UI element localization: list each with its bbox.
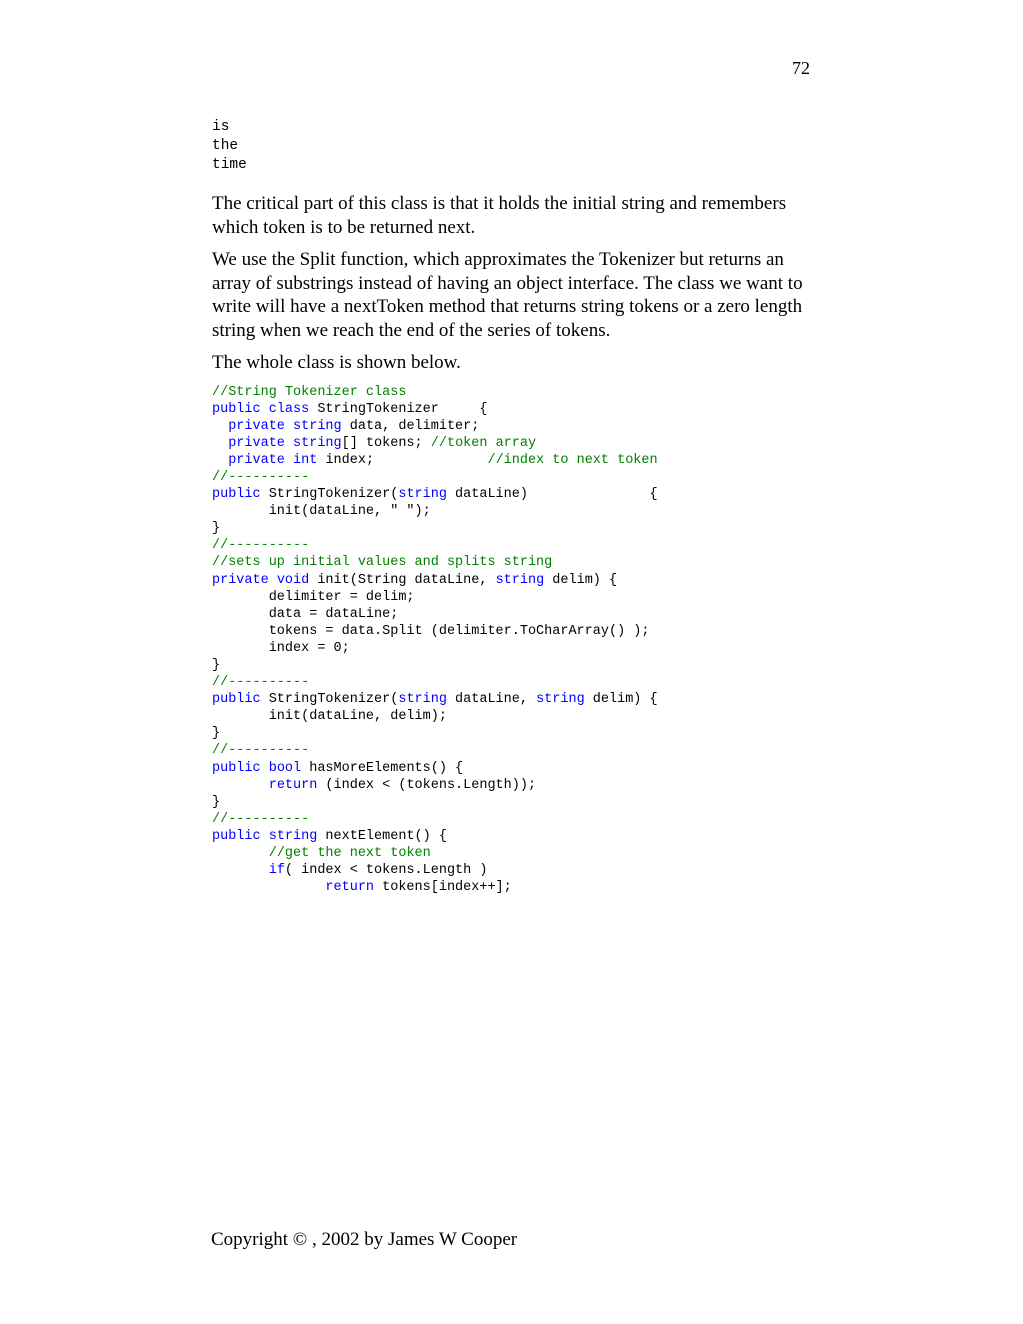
code-keyword: private (228, 452, 285, 468)
code-text: delim) { (584, 692, 658, 708)
code-text (212, 778, 269, 793)
code-keyword: return (325, 880, 375, 896)
code-line (212, 725, 812, 742)
code-comment: //---------- (212, 538, 310, 554)
code-keyword: public (212, 828, 261, 844)
code-text: tokens = data.Split (delimiter.ToCharArray() ); (212, 623, 650, 639)
code-keyword: string (398, 692, 447, 708)
code-text: } (212, 794, 221, 810)
code-line (212, 811, 812, 828)
code-text: delim) { (544, 572, 618, 588)
code-keyword: void (276, 572, 310, 588)
code-line (212, 640, 812, 657)
code-line (212, 452, 812, 469)
output-line: is (212, 119, 230, 135)
code-line (212, 691, 812, 708)
code-text (269, 573, 277, 588)
code-keyword: public (212, 401, 261, 417)
code-text (212, 453, 228, 468)
code-line (212, 520, 812, 537)
code-text: nextElement() { (317, 828, 447, 844)
code-line (212, 469, 812, 486)
code-keyword: private (228, 435, 285, 451)
code-line (212, 879, 812, 896)
code-text: } (212, 521, 221, 537)
code-keyword: public (212, 760, 261, 776)
code-line (212, 742, 812, 759)
code-text: (index < (tokens.Length)); (317, 777, 537, 793)
code-comment: //sets up initial values and splits string (212, 555, 553, 571)
code-line (212, 777, 812, 794)
paragraph: We use the Split function, which approximates the Tokenizer but returns an array of substrings instead of having an object interface. The class we want to write will have a nextToken method that returns string tokens or a zero length string when we reach the end of the series of tokens. (212, 249, 803, 341)
code-text: init(dataLine, " "); (212, 504, 431, 520)
code-text: data, delimiter; (341, 418, 480, 434)
page-content (212, 118, 812, 896)
code-keyword: int (293, 452, 318, 468)
code-keyword: return (268, 777, 318, 793)
code-line (212, 623, 812, 640)
code-text: } (212, 726, 221, 742)
code-comment: //---------- (212, 811, 310, 827)
code-keyword: string (495, 572, 545, 588)
code-line (212, 657, 812, 674)
code-keyword: string (293, 435, 342, 451)
code-line (212, 794, 812, 811)
code-text: } (212, 658, 221, 673)
code-line (212, 418, 812, 435)
code-line (212, 828, 812, 845)
code-text (212, 419, 228, 434)
code-line (212, 589, 812, 606)
code-keyword: public (212, 692, 261, 708)
code-line (212, 862, 812, 879)
code-listing (212, 384, 812, 897)
code-text: dataLine, (446, 692, 537, 708)
code-comment: //String Tokenizer class (212, 384, 407, 400)
code-keyword: string (398, 487, 447, 503)
code-comment: //---------- (212, 675, 310, 691)
code-text (261, 402, 269, 417)
code-keyword: string (293, 418, 342, 434)
paragraph: The whole class is shown below. (212, 352, 461, 373)
code-line (212, 537, 812, 554)
paragraph: The critical part of this class is that it holds the initial string and remembers which token is to be returned next. (212, 193, 787, 238)
code-text: hasMoreElements() { (301, 760, 464, 776)
code-text: StringTokenizer( (260, 692, 399, 708)
code-text (285, 436, 293, 451)
code-text: delimiter = delim; (212, 589, 415, 605)
code-text: init(dataLine, delim); (212, 709, 447, 725)
code-line (212, 845, 812, 862)
code-text: dataLine) { (446, 487, 658, 503)
code-comment: //token array (430, 435, 537, 451)
code-line (212, 674, 812, 691)
output-line: time (212, 157, 247, 173)
code-text: init(String dataLine, (309, 572, 496, 588)
copyright-footer: Copyright © , 2002 by James W Cooper (211, 1229, 518, 1250)
code-text: data = dataLine; (212, 606, 399, 622)
code-text (285, 419, 293, 434)
code-keyword: public (212, 487, 261, 503)
code-line (212, 486, 812, 503)
code-text (212, 436, 228, 451)
page-number: 72 (792, 58, 810, 78)
code-comment: //---------- (212, 469, 310, 485)
code-keyword: string (268, 828, 318, 844)
code-comment: //---------- (212, 743, 310, 759)
code-text: tokens[index++]; (374, 880, 512, 896)
code-line (212, 401, 812, 418)
code-line (212, 554, 812, 571)
code-line (212, 435, 812, 452)
code-text: [] tokens; (341, 435, 431, 451)
program-output (212, 118, 812, 175)
code-line (212, 606, 812, 623)
code-text (285, 453, 293, 468)
code-text: StringTokenizer( (260, 487, 399, 503)
code-text: StringTokenizer { (309, 401, 488, 417)
code-line (212, 708, 812, 725)
code-keyword: bool (268, 760, 302, 776)
code-comment: //index to next token (487, 452, 658, 468)
code-text (261, 829, 269, 844)
code-keyword: private (212, 572, 269, 588)
code-text (212, 863, 269, 878)
code-text (212, 880, 325, 895)
code-line (212, 760, 812, 777)
code-line (212, 503, 812, 520)
code-keyword: string (536, 692, 585, 708)
code-line (212, 572, 812, 589)
code-text: index; (317, 452, 488, 468)
code-text (212, 846, 269, 861)
code-text: index = 0; (212, 640, 350, 656)
code-keyword: if (268, 863, 285, 879)
code-line (212, 384, 812, 401)
code-comment: //get the next token (268, 846, 431, 862)
output-line: the (212, 138, 239, 154)
code-keyword: private (228, 418, 285, 434)
code-keyword: class (268, 401, 310, 417)
code-text: ( index < tokens.Length ) (284, 863, 488, 879)
code-text (261, 761, 269, 776)
